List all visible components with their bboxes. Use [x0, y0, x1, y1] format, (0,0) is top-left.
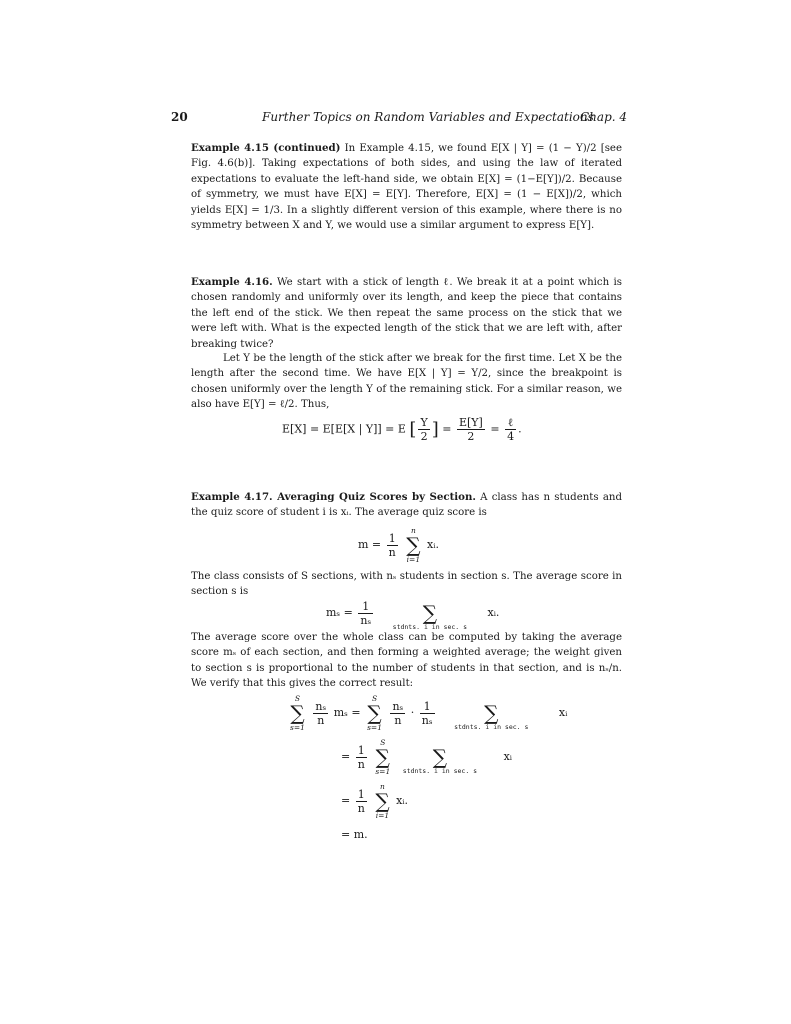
eq-lhs: E[X] = E[E[X | Y]] = E [282, 422, 406, 436]
derivation-line-3: = $\frac{1}{n}$ n ∑ i=1 xᵢ. [341, 782, 409, 820]
sum-section: ∑ stdnts. i in sec. s [392, 601, 468, 631]
example-4-16-label: Example 4.16. [191, 276, 273, 288]
example-4-16 [191, 275, 622, 352]
frac-l-over-4: $\frac{\text{ℓ}}{4}$ [507, 416, 515, 443]
equation-section-average: mₛ = $\frac{1}{\text{nₛ}}$ ∑ stdnts. i in sec. s xᵢ. [326, 594, 499, 632]
running-title: Further Topics on Random Variables and Expectations [262, 110, 594, 124]
derivation-line-1: S ∑ s=1 $\frac{\text{nₛ}}{n}$ mₛ = S ∑ s=1 $\frac{\text{nₛ}}{n}$ · $\frac{1}{\text{nₛ}}$ ∑ stdnts. i in sec. s xᵢ [290, 694, 568, 732]
sum-i: n ∑ i=1 [406, 526, 421, 564]
weighted-average-text: The average score over the whole class can be computed by taking the average score mₛ of each section, and then forming a weighted average; the weight given to section s is proportional to the number of students in that section, and is nₛ/n. We verify that this gives the correct result: [191, 632, 622, 690]
example-4-15-text: In Example 4.15, we found E[X | Y] = (1 − Y)/2 [see Fig. 4.6(b)]. Taking expectations of both sides, and using the law of iterated expectations to evaluate the left-hand side, we obtain E[X] = (1−E[Y])/2. Because of symmetry, we must have E[X] = E[Y]. Therefore, E[X] = (1 − E[X])/2, which yields E[X] = 1/3. In a slightly different version of this example, where there is no symmetry between X and Y, we would use a similar argument to express E[Y]. [191, 143, 622, 232]
sections-text: The class consists of S sections, with nₛ students in section s. The average score in section s is [191, 571, 622, 598]
chapter-label: Chap. 4 [580, 110, 628, 124]
example-4-17-label: Example 4.17. Averaging Quiz Scores by Section. [191, 491, 476, 503]
example-4-17-text: A class has n students and the quiz score of student i is xᵢ. The average quiz score is [191, 492, 622, 519]
example-4-15 [191, 141, 622, 233]
page-number: 20 [171, 110, 188, 124]
equation-class-average: m = $\frac{1}{n}$ n ∑ i=1 xᵢ. [358, 526, 439, 564]
frac-y-over-2: $\frac{Y}{2}$ [420, 416, 428, 443]
example-4-16-solution: Let Y be the length of the stick after we break for the first time. Let X be the length after the second time. We have E[X | Y] = Y/2, since the breakpoint is chosen uniformly over the length Y of the remaining stick. For a similar reason, we also have E[Y] = ℓ/2. Thus, [191, 353, 622, 411]
example-4-15-label: Example 4.15 (continued) [191, 142, 341, 154]
equation-expected-length: E[X] = E[E[X | Y]] = E [ $\frac{Y}{2}$ ] = $\frac{E[Y]}{2}$ = $\frac{\text{ℓ}}{4}$ . [282, 416, 522, 443]
example-4-16-text: We start with a stick of length ℓ. We break it at a point which is chosen randomly and uniformly over its length, and keep the piece that contains the left end of the stick. We then repeat the same process on the stick that we were left with. What is the expected length of the stick that we are left with, after breaking twice? [191, 277, 622, 350]
derivation-line-2: = $\frac{1}{n}$ S ∑ s=1 ∑ stdnts. i in sec. s xᵢ [341, 738, 512, 776]
example-4-17 [191, 490, 622, 521]
derivation-final: = m. [341, 828, 368, 841]
frac-ey-over-2: $\frac{E[Y]}{2}$ [458, 416, 483, 443]
